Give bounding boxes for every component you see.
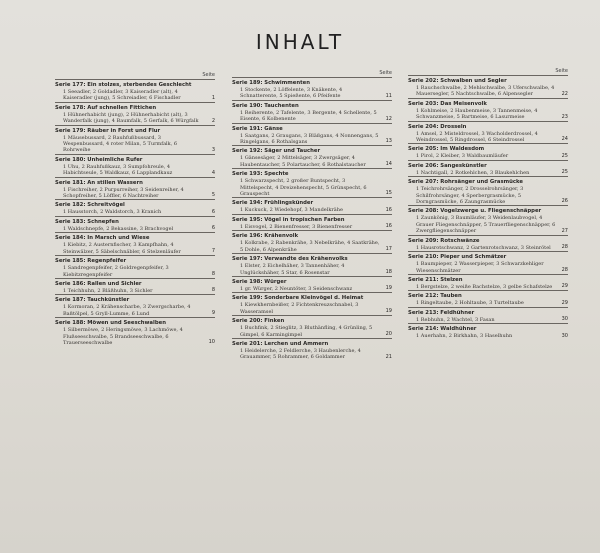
series-species-list: 1 Eisvogel, 2 Bienenfresser, 3 Bienenfresser	[240, 223, 353, 230]
page-number: 2	[211, 117, 215, 124]
series-species-list: 1 Uhu, 2 Rauhfußkauz, 3 Sumpfohreule, 4 Habichtseule, 5 Waldkauz, 6 Lapplandkauz	[63, 163, 173, 177]
series-species-list: 1 Teichhuhn, 2 Bläßhuhn, 3 Sichler	[63, 287, 153, 294]
page-number: 21	[385, 353, 392, 360]
page-number: 27	[561, 227, 568, 234]
page-number: 22	[561, 90, 568, 97]
page-number: 12	[385, 115, 392, 122]
series-heading: Serie 197: Verwandte des Krähenvolks	[232, 256, 348, 263]
toc-entry	[55, 317, 215, 346]
toc-entry	[55, 177, 215, 200]
toc-entry	[408, 143, 568, 159]
series-heading: Serie 180: Unheimliche Rufer	[55, 156, 143, 163]
toc-entry	[232, 230, 392, 253]
series-heading: Serie 201: Lerchen und Ammern	[232, 340, 329, 347]
series-heading: Serie 178: Auf schnellen Fittichen	[55, 104, 157, 111]
page-number: 13	[385, 138, 392, 145]
series-species-list: 1 Elster, 2 Eichelhäher, 3 Tannenhäher, 4 Unglückshäher, 5 Star, 6 Rosenstar	[240, 263, 345, 276]
page-number: 6	[211, 208, 215, 215]
series-species-list: 1 Buchfink, 2 Stieglitz, 3 Bluthänfling, 4 Grünling, 5 Gimpel, 6 Karmingimpel	[240, 325, 373, 338]
series-heading: Serie 202: Schwalben und Segler	[408, 78, 507, 84]
toc-entry	[408, 251, 568, 274]
series-species-list: 1 gr. Würger, 2 Neuntöter, 3 Seidenschwanz	[240, 285, 353, 292]
toc-entry	[408, 235, 568, 251]
series-species-list: 1 Kiebitz, 2 Austernfischer, 3 Kampfhahn, 4 Steinwälzer, 5 Säbelschnäbler, 6 Stelzenläufer	[63, 242, 181, 255]
toc-entry	[408, 274, 568, 290]
series-heading: Serie 212: Tauben	[408, 293, 462, 300]
page-number: 7	[211, 248, 215, 255]
toc-entry	[232, 338, 392, 361]
page-number: 30	[561, 332, 568, 339]
page-title: INHALT	[255, 30, 345, 54]
toc-column-2	[232, 70, 392, 361]
series-species-list: 1 Kolkrabe, 2 Rabenkrähe, 3 Nebelkrähe, 4 Saatkrähe, 5 Dohle, 6 Alpenkrähe	[240, 240, 380, 253]
series-heading: Serie 192: Säger und Taucher	[232, 148, 321, 155]
series-species-list: 1 Bergstelze, 2 weiße Bachstelze, 3 gelbe Schafstelze	[416, 283, 553, 290]
series-species-list: 1 Teichrohrsänger, 2 Drosselrohrsänger, 3 Schilfrohrsänger, 4 Sperbergrasmücke, 5 Dorngrasmücke, 6 Zaungrasmücke	[416, 186, 524, 206]
series-heading: Serie 203: Das Meisenvolk	[408, 100, 487, 107]
page-number: 19	[385, 285, 392, 292]
series-heading: Serie 186: Rallen und Sichler	[55, 280, 142, 287]
series-heading: Serie 189: Schwimmenten	[232, 80, 311, 86]
toc-entry	[55, 154, 215, 177]
series-species-list: 1 Saatgans, 2 Graugans, 3 Bläßgans, 4 Nonnengans, 5 Ringelgans, 6 Rothalsgans	[240, 132, 379, 146]
series-heading: Serie 196: Krähenvolk	[232, 233, 299, 240]
page-number: 3	[211, 146, 215, 153]
series-species-list: 1 Schwarzspecht, 2 großer Buntspecht, 3 Mittelspecht, 4 Dreizehenspecht, 5 Grünspecht, 6 Grauspecht	[240, 178, 367, 198]
toc-entry	[232, 123, 392, 146]
page-number: 23	[561, 113, 568, 120]
seite-label: Seite	[555, 68, 568, 74]
toc-entry	[232, 315, 392, 338]
page-number: 29	[561, 299, 568, 306]
series-species-list: 1 Gänsesäger, 2 Mittelsäger, 3 Zwergsäger, 4 Haubentaucher, 5 Polartaucher, 6 Rothalstaucher	[240, 155, 366, 168]
toc-entry	[55, 255, 215, 278]
series-heading: Serie 204: Drosseln	[408, 123, 467, 130]
series-heading: Serie 208: Vogelzwerge u. Fliegenschnäpper	[408, 208, 542, 215]
toc-entry	[408, 205, 568, 234]
toc-entry	[408, 307, 568, 323]
toc-entry	[55, 294, 215, 317]
page-number: 8	[211, 287, 215, 294]
toc-entry	[55, 199, 215, 215]
series-heading: Serie 183: Schnepfen	[55, 218, 119, 225]
series-heading: Serie 206: Sangeskünstler	[408, 162, 487, 169]
page-number: 17	[385, 246, 392, 253]
series-species-list: 1 Sandregenpfeifer, 2 Goldregenpfeifer, 3 Kiebitzregenpfeifer	[63, 265, 169, 278]
series-species-list: 1 Nachtigall, 2 Rotkehlchen, 3 Blaukehlchen	[416, 169, 530, 176]
page-number: 20	[385, 330, 392, 337]
toc-entry	[232, 214, 392, 230]
toc-entry	[55, 278, 215, 294]
series-species-list: 1 Hausrotschwanz, 2 Gartenrotschwanz, 3 Steinrötel	[416, 244, 551, 251]
page-number: 11	[385, 92, 392, 99]
series-heading: Serie 194: Frühlingskünder	[232, 200, 314, 207]
series-species-list: 1 Amsel, 2 Misteldrossel, 3 Wacholderdrossel, 4 Weindrossel, 5 Ringdrossel, 6 Steindrossel	[416, 130, 538, 144]
page-number: 14	[385, 161, 392, 168]
series-heading: Serie 205: Im Waldesdom	[408, 146, 485, 153]
toc-entry	[232, 77, 392, 100]
series-heading: Serie 182: Schreitvögel	[55, 202, 125, 209]
series-heading: Serie 210: Pieper und Schmätzer	[408, 254, 507, 261]
series-species-list: 1 Baumpieper, 2 Wasserpieper, 3 Schwarzkehliger Wiesenschmätzer	[416, 261, 544, 274]
toc-entry	[55, 79, 215, 102]
series-species-list: 1 Ringeltaube, 2 Hohltaube, 3 Turteltaube	[416, 300, 524, 307]
series-species-list: 1 Mäusebussard, 2 Rauhfußbussard, 3 Wespenbussard, 4 roter Milan, 5 Turmfalk, 6 Rohrweihe	[63, 134, 178, 154]
toc-entry	[408, 98, 568, 121]
series-heading: Serie 198: Würger	[232, 278, 287, 285]
series-heading: Serie 213: Feldhühner	[408, 309, 475, 316]
series-heading: Serie 179: Räuber in Forst und Flur	[55, 127, 161, 134]
series-heading: Serie 211: Stelzen	[408, 276, 463, 283]
series-species-list: 1 Hühnerhabicht (jung), 2 Hühnerhabicht (alt), 3 Wanderfalk (jung), 4 Baumfalk, 5 Gerfalk, 6 Würgfalk	[63, 111, 199, 125]
page-number: 28	[561, 244, 568, 251]
toc-entry	[408, 75, 568, 98]
page-number: 29	[561, 283, 568, 290]
series-species-list: 1 Heidelerche, 2 Feldlerche, 3 Haubenlerche, 4 Grauammer, 5 Rohrammer, 6 Goldammer	[240, 347, 361, 361]
toc-entry	[55, 232, 215, 255]
series-species-list: 1 Auerhahn, 2 Birkhahn, 3 Haselhuhn	[416, 333, 513, 340]
series-species-list: 1 Hausstorch, 2 Waldstorch, 3 Kranich	[63, 209, 162, 216]
page-number: 8	[211, 270, 215, 277]
series-species-list: 1 Reiherente, 2 Tafelente, 3 Bergente, 4 Schellente, 5 Eisente, 6 Kolbenente	[240, 109, 377, 123]
series-heading: Serie 199: Sonderbare Kleinvögel d. Heimat	[232, 295, 364, 302]
page-number: 15	[385, 190, 392, 197]
series-heading: Serie 207: Rohrsänger und Grasmücke	[408, 179, 523, 186]
toc-entry	[232, 292, 392, 315]
series-heading: Serie 184: In Marsch und Wiese	[55, 235, 150, 242]
page-number: 24	[561, 136, 568, 143]
page-number: 10	[208, 339, 215, 346]
series-heading: Serie 214: Waldhühner	[408, 326, 477, 333]
series-species-list: 1 Kormoran, 2 Krähenscharbe, 3 Zwergscharbe, 4 Baßtölpel, 5 Gryll-Lumme, 6 Lund	[63, 304, 191, 317]
series-heading: Serie 200: Finken	[232, 318, 285, 325]
seite-label: Seite	[379, 70, 392, 76]
page-number: 26	[561, 198, 568, 205]
toc-entry	[408, 121, 568, 144]
toc-entry	[232, 100, 392, 123]
series-species-list: 1 Silbermöwe, 2 Heringsmöwe, 3 Lachmöwe, 4 Flußseeschwalbe, 5 Brandseeschwalbe, 6 Trauerseeschwalbe	[63, 327, 183, 346]
series-species-list: 1 Waldschnepfe, 2 Bekassine, 3 Brachvogel	[63, 225, 174, 232]
toc-column-1	[55, 72, 215, 346]
page-number: 25	[561, 152, 568, 159]
toc-entry	[232, 276, 392, 292]
toc-entry	[232, 253, 392, 276]
series-heading: Serie 195: Vögel in tropischen Farben	[232, 216, 345, 223]
page-number: 16	[385, 206, 392, 213]
page-number: 9	[211, 310, 215, 317]
series-heading: Serie 209: Rotschwänze	[408, 237, 480, 244]
toc-column-3	[408, 68, 568, 340]
series-species-list: 1 Zaunkönig, 3 Baumläufer, 3 Weidenlaubvogel, 4 Grauer Fliegenschnäpper, 5 Trauerfliegenschnäpper, 6 Zwergfliegenschnäpper	[416, 215, 556, 235]
page-number: 16	[385, 223, 392, 230]
series-species-list: 1 Stockente, 2 Löffelente, 3 Knäkente, 4 Schnatterente, 5 Spießente, 6 Pfeifente	[240, 87, 343, 100]
page-number: 28	[561, 266, 568, 273]
page-number: 30	[561, 316, 568, 323]
page-number: 25	[561, 169, 568, 176]
toc-entry	[408, 290, 568, 306]
seite-label: Seite	[202, 72, 215, 78]
page-number: 1	[211, 94, 215, 101]
series-heading: Serie 177: Ein stolzes, sterbendes Geschlecht	[55, 82, 192, 88]
series-heading: Serie 188: Möwen und Seeschwalben	[55, 320, 166, 327]
series-heading: Serie 191: Gänse	[232, 125, 283, 132]
toc-entry	[55, 216, 215, 232]
series-species-list: 1 Kiewkhernbeißer, 2 Fichtenkreuzschnabel, 3 Wasseramsel	[240, 302, 359, 315]
page-number: 19	[385, 308, 392, 315]
page-number: 5	[211, 192, 215, 199]
toc-entry	[55, 125, 215, 154]
toc-entry	[55, 102, 215, 125]
series-species-list: 1 Rauchschwalbe, 2 Mehlschwalbe, 3 Uferschwalbe, 4 Mauersegler, 5 Nachtschwalbe, 6 Alpensegler	[416, 85, 555, 98]
page-number: 18	[385, 268, 392, 275]
series-species-list: 1 Kuckuck, 2 Wiedehopf, 3 Mandelkrähe	[240, 207, 343, 214]
series-species-list: 1 Pirol, 2 Kleiber, 3 Waldbaumläufer	[416, 153, 509, 160]
page-number: 6	[211, 225, 215, 232]
toc-entry	[232, 145, 392, 168]
page-number: 4	[211, 169, 215, 176]
toc-entry	[408, 323, 568, 339]
series-heading: Serie 193: Spechte	[232, 171, 289, 178]
toc-entry	[408, 176, 568, 205]
series-heading: Serie 185: Regenpfeifer	[55, 258, 127, 265]
series-heading: Serie 190: Tauchenten	[232, 102, 299, 109]
series-species-list: 1 Rebhuhn, 2 Wachtel, 3 Fasan	[416, 316, 495, 323]
toc-entry	[408, 160, 568, 176]
toc-entry	[232, 168, 392, 197]
series-species-list: 1 Kohlmeise, 2 Haubenmeise, 3 Tannenmeise, 4 Schwanzmeise, 5 Bartmeise, 6 Lasurmeise	[416, 107, 538, 121]
series-species-list: 1 Fischreiher, 2 Purpurreiher, 3 Seidenreiher, 4 Schopfreiher, 5 Löffler, 6 Nachtreiher	[63, 186, 184, 200]
series-heading: Serie 181: An stillen Wassern	[55, 179, 143, 186]
series-species-list: 1 Seeadler, 2 Goldadler, 3 Kaiseradler (alt), 4 Kaiseradler (jung), 5 Schreiadler, 6 Fischadler	[63, 89, 181, 102]
series-heading: Serie 187: Tauchkünstler	[55, 297, 130, 304]
toc-entry	[232, 197, 392, 213]
